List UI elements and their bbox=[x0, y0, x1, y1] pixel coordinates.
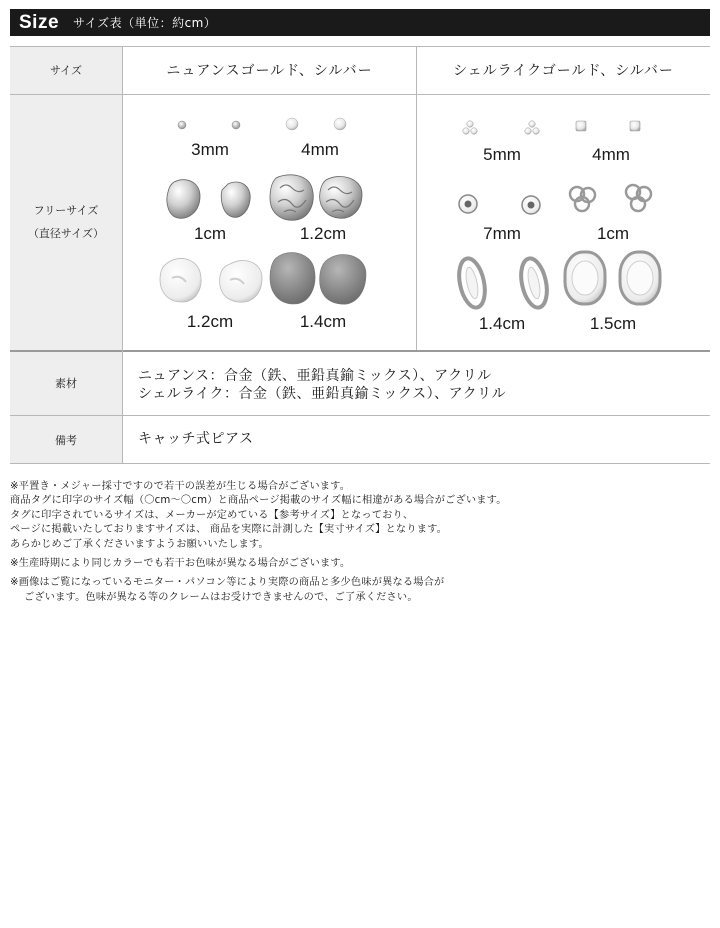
nuance-1cm-nuggets bbox=[166, 176, 266, 226]
shell-5mm-cluster bbox=[462, 118, 552, 138]
row-label-remarks bbox=[10, 416, 122, 464]
diameter-label: （直径サイズ） bbox=[27, 227, 105, 240]
size-label: 4mm bbox=[592, 145, 630, 164]
column-header-nuance: ニュアンスゴールド、シルバー bbox=[166, 63, 373, 79]
size-table bbox=[10, 46, 710, 464]
size-label: 1.5cm bbox=[589, 314, 637, 333]
size-title: Size bbox=[19, 11, 60, 33]
table-divider bbox=[10, 94, 710, 95]
table-bottom-border bbox=[10, 463, 710, 464]
nuance-1.4cm-gray bbox=[268, 250, 380, 308]
row-label-size-text: サイズ bbox=[49, 63, 83, 77]
material-nuance: ニュアンス：合金（鉄、亜鉛真鍮ミックス）、アクリル bbox=[138, 368, 492, 384]
size-label: 1.4cm bbox=[299, 312, 347, 331]
material-text bbox=[138, 367, 506, 403]
note-line: ※平置き・メジャー採寸ですので若干の誤差が生じる場合がございます。 bbox=[10, 481, 351, 492]
size-label: 1.4cm bbox=[478, 314, 526, 333]
size-subtitle: サイズ表（単位：約cm） bbox=[73, 16, 217, 30]
column-divider bbox=[122, 46, 123, 464]
size-label: 1cm bbox=[596, 224, 630, 243]
note-line: あらかじめご了承くださいますようお願いいたします。 bbox=[10, 538, 269, 550]
shell-1cm-knot bbox=[566, 182, 666, 218]
row-label-material-text: 素材 bbox=[55, 377, 77, 390]
notes-block bbox=[10, 480, 710, 605]
size-label: 1cm bbox=[193, 224, 227, 243]
note-line: ※画像はご覧になっているモニター・パソコン等により実際の商品と多少色味が異なる場合が bbox=[10, 577, 445, 589]
row-label-size bbox=[10, 46, 122, 94]
shell-4mm-squares bbox=[574, 118, 654, 136]
size-label: 7mm bbox=[483, 224, 521, 243]
table-divider bbox=[10, 350, 710, 352]
note-line: 商品タグに印字のサイズ幅（〇cm〜〇cm）と商品ページ掲載のサイズ幅に相違がある場合がございます。 bbox=[10, 495, 507, 507]
material-shell: シェルライク：合金（鉄、亜鉛真鍮ミックス）、アクリル bbox=[138, 386, 507, 402]
row-label-free-size bbox=[10, 94, 122, 350]
size-label: 1.2cm bbox=[186, 312, 234, 331]
nuance-3mm-studs bbox=[170, 116, 250, 136]
note-line: ございます。色味が異なる等のクレームはお受けできませんので、ご了承ください。 bbox=[24, 591, 418, 603]
note-line: タグに印字されているサイズは、メーカーが定めている【参考サイズ】となっており、 bbox=[10, 509, 414, 521]
size-header-bar bbox=[10, 9, 710, 36]
shell-7mm-round bbox=[456, 192, 546, 218]
shell-1.4cm-ovals bbox=[456, 256, 556, 312]
size-label: 5mm bbox=[483, 145, 521, 164]
row-label-material bbox=[10, 352, 122, 415]
size-label: 3mm bbox=[191, 140, 229, 159]
size-label: 1.2cm bbox=[299, 224, 347, 243]
row-label-remarks-text: 備考 bbox=[55, 433, 77, 447]
note-line: ※生産時期により同じカラーでも若干お色味が異なる場合がございます。 bbox=[10, 558, 351, 570]
remarks-text: キャッチ式ピアス bbox=[138, 431, 254, 447]
nuance-1.2cm-textured bbox=[266, 172, 376, 224]
size-label: 4mm bbox=[301, 140, 339, 159]
nuance-1.2cm-white bbox=[158, 254, 278, 308]
column-header-shell: シェルライクゴールド、シルバー bbox=[453, 63, 674, 79]
table-divider bbox=[10, 415, 710, 416]
nuance-4mm-pearls bbox=[280, 114, 360, 134]
free-size-label: フリーサイズ bbox=[33, 204, 99, 217]
shell-1.5cm-frames bbox=[562, 249, 672, 309]
note-line: ページに掲載いたしておりますサイズは、 商品を実際に計測した【実寸サイズ】となります。 bbox=[10, 524, 448, 536]
